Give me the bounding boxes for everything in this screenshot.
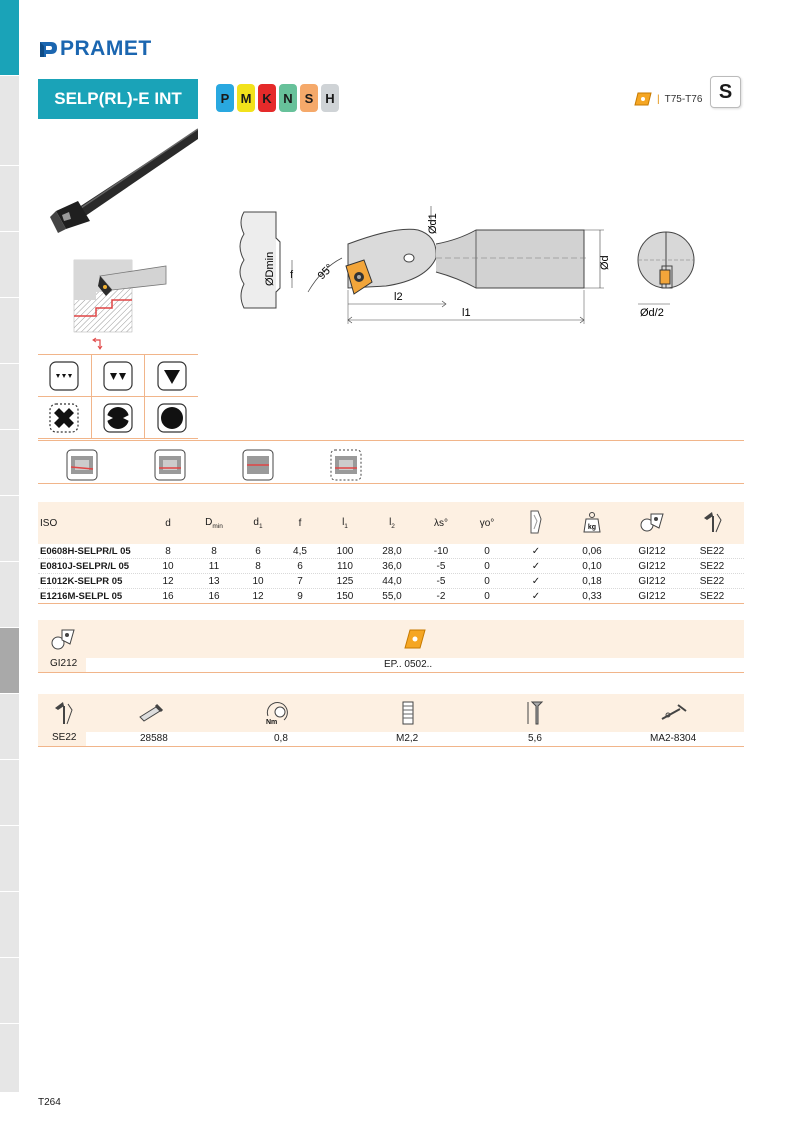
cell-iso: E1012K-SELPR 05: [40, 575, 123, 587]
cell-weight: 0,18: [582, 575, 602, 587]
cell-d: 12: [162, 575, 174, 587]
cell-f: 7: [297, 575, 303, 587]
iso-group-h: H: [321, 84, 339, 112]
one-triangle-icon: [157, 361, 187, 391]
screw-key-icon: [52, 700, 74, 726]
cell-d: 8: [165, 545, 171, 557]
side-tab: [0, 1024, 19, 1093]
svg-text:Nm: Nm: [266, 719, 278, 726]
cell-dmin: 16: [208, 590, 220, 602]
col-d: d: [165, 517, 171, 529]
cell-l1: 125: [336, 575, 354, 587]
cell-coolant: ✓: [531, 545, 541, 557]
operation-row-shapes: [38, 355, 198, 397]
grade-separator: |: [657, 93, 660, 105]
table-row: [38, 589, 744, 604]
screw-key: SE22: [38, 732, 86, 746]
operation-symbol-grid: [38, 354, 198, 439]
iso-group-m: M: [237, 84, 255, 112]
cell-l2: 36,0: [382, 560, 402, 572]
table-row: [38, 544, 744, 559]
screw-part-number: 28588: [140, 733, 168, 744]
side-tab: [0, 892, 19, 958]
cell-gamma: 0: [484, 560, 490, 572]
side-tab: [0, 166, 19, 232]
insert-shape-icon: [634, 92, 652, 106]
cell-screw: SE22: [699, 560, 725, 572]
cell-coolant: ✓: [531, 575, 541, 587]
cell-screw: SE22: [699, 590, 725, 602]
side-tab: [0, 430, 19, 496]
insert-gauge-icon: [639, 510, 665, 534]
insert-row: [38, 658, 744, 673]
cell-dmin: 8: [211, 545, 217, 557]
screw-icon: [138, 703, 164, 723]
dim-d1: Ød1: [427, 213, 439, 234]
col-weight: [562, 511, 622, 536]
cell-gamma: 0: [484, 545, 490, 557]
cell-iso: E0810J-SELPR/L 05: [40, 560, 130, 572]
weight-kg-icon: [582, 511, 602, 533]
table-row: [38, 559, 744, 574]
mounting-type-3-icon: [242, 449, 274, 481]
grade-reference: [634, 92, 702, 106]
operation-row-cuts: [38, 397, 198, 439]
torque-icon: [264, 700, 290, 726]
symbol-cell: [38, 397, 92, 438]
side-tab-current: [0, 628, 19, 694]
mounting-type-row: [38, 440, 744, 484]
cell-d1: 12: [252, 590, 264, 602]
dim-d: Ød: [599, 255, 611, 270]
cell-coolant: ✓: [531, 560, 541, 572]
cell-l1: 150: [336, 590, 354, 602]
side-tab: [0, 232, 19, 298]
mounting-type-1-icon: [66, 449, 98, 481]
symbol-cell: [92, 355, 146, 396]
pramet-mark-icon: [38, 39, 58, 59]
product-title: SELP(RL)-E INT: [38, 79, 198, 119]
continuous-cut-icon: [157, 403, 187, 433]
screw-length-icon: [526, 700, 546, 726]
cell-coolant: ✓: [531, 590, 541, 602]
insert-gauge-icon: [50, 626, 76, 652]
screw-table-header: [38, 694, 744, 732]
coolant-icon: [528, 509, 544, 535]
cell-l1: 100: [336, 545, 354, 557]
side-tab-active-chapter: [0, 0, 19, 76]
application-diagram: [72, 256, 168, 351]
symbol-cell: [92, 397, 146, 438]
cell-d1: 8: [255, 560, 261, 572]
symbol-cell: [38, 355, 92, 396]
material-badge: S: [710, 76, 741, 108]
iso-group-k: K: [258, 84, 276, 112]
cell-gamma: 0: [484, 590, 490, 602]
col-lambda: λs°: [434, 517, 448, 529]
iso-group-n: N: [279, 84, 297, 112]
symbol-cell: [145, 397, 198, 438]
cell-insert: GI212: [638, 560, 666, 572]
side-tab: [0, 364, 19, 430]
screw-row: [38, 732, 744, 747]
insert-designation: EP.. 0502..: [384, 659, 433, 670]
product-photo: [38, 125, 198, 248]
col-gamma: γo°: [479, 517, 495, 529]
cell-dmin: 11: [208, 560, 220, 572]
mounting-type-4-icon: [330, 449, 362, 481]
col-l1: $l_1$: [342, 516, 348, 530]
cell-insert: GI212: [638, 575, 666, 587]
iso-group-p: P: [216, 84, 234, 112]
screw-length: 5,6: [528, 733, 542, 744]
mounting-type-2-icon: [154, 449, 186, 481]
thread-icon: [400, 700, 416, 726]
cell-lambda: -10: [433, 545, 449, 557]
side-tab: [0, 826, 19, 892]
col-coolant: [510, 509, 562, 538]
side-tab-strip: [0, 0, 19, 1093]
brand-logo: [38, 38, 152, 60]
dim-angle: 95°: [315, 261, 336, 283]
cell-f: 4,5: [293, 545, 307, 557]
insert-key: GI212: [38, 658, 86, 672]
screw-key-tool: MA2-8304: [650, 733, 697, 744]
three-triangles-icon: [49, 361, 79, 391]
screw-torque: 0,8: [274, 733, 288, 744]
iso-material-groups: [216, 84, 339, 112]
cell-weight: 0,33: [582, 590, 602, 602]
cell-iso: E1216M-SELPL 05: [40, 590, 123, 602]
main-table-header: [38, 502, 744, 544]
iso-group-s: S: [300, 84, 318, 112]
interrupted-cut-icon: [49, 403, 79, 433]
side-tab: [0, 298, 19, 364]
cell-l2: 44,0: [382, 575, 402, 587]
screw-key-icon: [701, 510, 723, 534]
col-screw: [682, 510, 742, 537]
cell-lambda: -2: [436, 590, 446, 602]
cell-l1: 110: [337, 560, 353, 572]
cell-l2: 55,0: [382, 590, 402, 602]
cell-dmin: 13: [208, 575, 220, 587]
side-tab: [0, 496, 19, 562]
table-row: [38, 574, 744, 589]
cell-d: 10: [162, 560, 174, 572]
col-iso: ISO: [40, 517, 58, 529]
dim-l2: l2: [394, 291, 403, 303]
dim-d-half: Ød/2: [640, 307, 664, 319]
dim-l1: l1: [462, 307, 471, 319]
dim-dmin: ØDmin: [264, 251, 276, 286]
cell-weight: 0,06: [582, 545, 602, 557]
cell-insert: GI212: [638, 545, 666, 557]
cell-gamma: 0: [484, 575, 490, 587]
insert-shape-icon: [404, 629, 426, 649]
screw-thread: M2,2: [396, 733, 419, 744]
side-tab: [0, 694, 19, 760]
wrench-key-icon: [660, 703, 688, 723]
screw-table: [38, 694, 744, 747]
insert-table: [38, 620, 744, 673]
cell-insert: GI212: [638, 590, 666, 602]
cell-screw: SE22: [699, 575, 725, 587]
grade-page-range: T75-T76: [664, 93, 703, 105]
page-number: T264: [38, 1097, 61, 1108]
side-tab: [0, 760, 19, 826]
cell-f: 9: [297, 590, 303, 602]
cell-d: 16: [162, 590, 174, 602]
cell-lambda: -5: [436, 575, 446, 587]
col-insert: [622, 510, 682, 537]
col-dmin: $D_{min}$: [205, 516, 223, 530]
insert-table-header: [38, 620, 744, 658]
cell-l2: 28,0: [382, 545, 402, 557]
cell-weight: 0,10: [582, 560, 602, 572]
dim-f: f: [290, 269, 294, 281]
cell-lambda: -5: [436, 560, 446, 572]
svg-text:kg: kg: [587, 523, 597, 531]
two-triangles-icon: [103, 361, 133, 391]
col-d1: $d_1$: [253, 516, 263, 530]
side-tab: [0, 76, 19, 166]
cell-d1: 10: [252, 575, 264, 587]
cell-d1: 6: [255, 545, 261, 557]
col-l2: $l_2$: [389, 516, 395, 530]
cell-iso: E0608H-SELPR/L 05: [40, 545, 131, 557]
col-f: f: [298, 517, 302, 529]
cell-screw: SE22: [699, 545, 725, 557]
main-product-table: [38, 502, 744, 604]
slight-interrupted-cut-icon: [103, 403, 133, 433]
cell-f: 6: [297, 560, 303, 572]
side-tab: [0, 958, 19, 1024]
side-tab: [0, 562, 19, 628]
symbol-cell: [145, 355, 198, 396]
technical-drawing: [226, 200, 706, 330]
brand-name: PRAMET: [60, 37, 152, 60]
